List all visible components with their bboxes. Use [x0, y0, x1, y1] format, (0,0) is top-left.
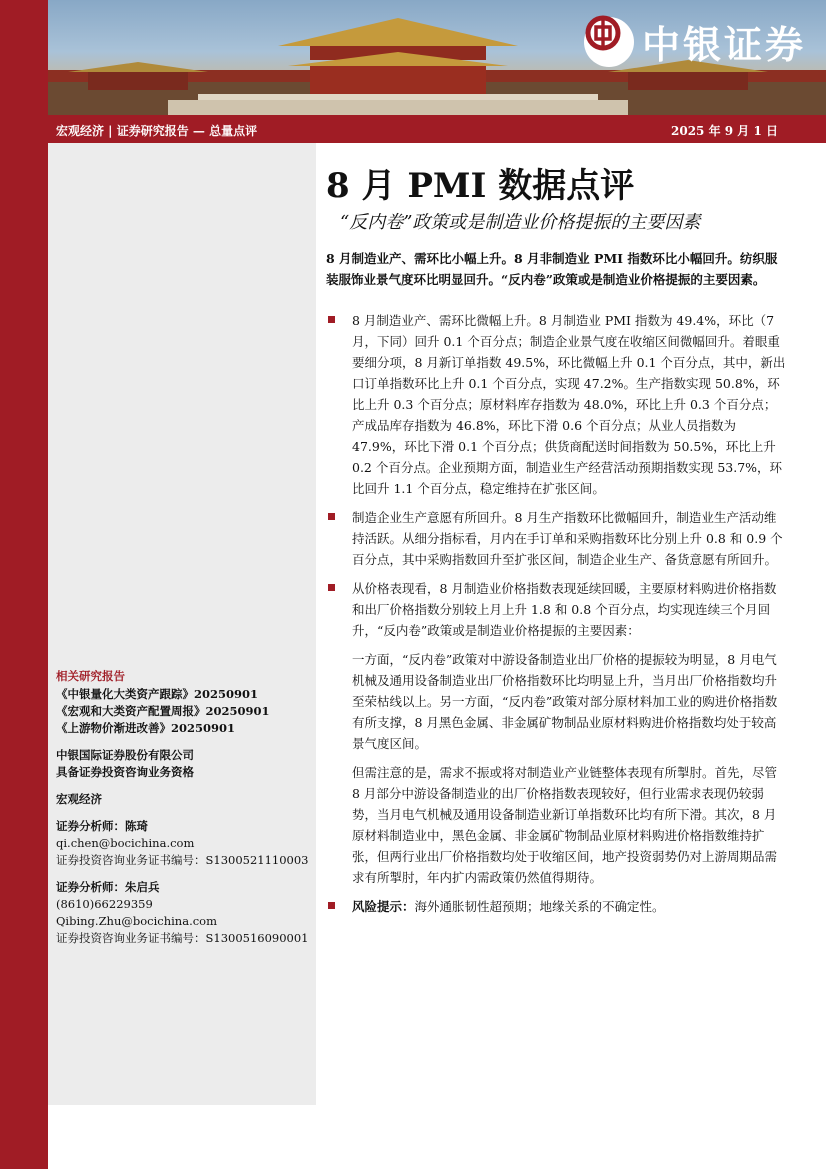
risk-text: 海外通胀韧性超预期；地缘关系的不确定性。	[414, 899, 665, 914]
risk-label: 风险提示：	[352, 899, 415, 914]
bullet-text: 制造企业生产意愿有所回升。8 月生产指数环比微幅回升，制造业生产活动维持活跃。从细分指标看，月内在手订单和采购指数环比分别上升 0.8 和 0.9 个百分点，其中采购指数回升至扩张区间，制造企业生产、备货意愿有所回升。	[352, 510, 783, 567]
report-date: 2025 年 9 月 1 日	[671, 124, 778, 138]
left-sidebar-panel	[48, 143, 316, 1105]
bullet-text: 从价格表现看，8 月制造业价格指数表现延续回暖，主要原材料购进价格指数和出厂价格指数分别较上月上升 1.8 和 0.8 个百分点，均实现连续三个月回升，“反内卷”政策或是制造业价格提振的主要因素：	[352, 581, 777, 638]
analyst-email[interactable]: qi.chen@bocichina.com	[56, 836, 195, 850]
analyst-license: 证券投资咨询业务证书编号：S1300521110003	[56, 853, 309, 867]
bullet-square-icon	[328, 902, 335, 909]
analyst-email[interactable]: Qibing.Zhu@bocichina.com	[56, 914, 217, 928]
body-paragraph: 但需注意的是，需求不振或将对制造业产业链整体表现有所掣肘。首先，尽管 8 月部分中游设备制造业的出厂价格指数表现较好，但行业需求表现仍较弱势，当月电气机械及通用设备制造业新订单指数环比均有所下滑。其次，8 月原材料制造业中，黑色金属、非金属矿物制品业原材料购进价格指数维持扩张，但两行业出厂价格指数均处于收缩区间，地产投资弱势仍对上游周期品需求有所掣肘，年内扩内需政策仍然值得期待。	[352, 765, 778, 885]
analyst-title: 证券分析师：朱启兵	[56, 880, 160, 894]
report-category-bar	[48, 115, 826, 143]
related-report[interactable]: 《宏观和大类资产配置周报》20250901	[56, 704, 270, 718]
related-reports-title: 相关研究报告	[56, 669, 125, 683]
bullet-item	[326, 310, 788, 499]
analyst-phone: (8610)66229359	[56, 897, 153, 911]
analyst-title: 证券分析师：陈琦	[56, 819, 148, 833]
report-abstract: 8 月制造业产、需环比小幅上升。8 月非制造业 PMI 指数环比小幅回升。纺织服装服饰业景气度环比明显回升。“反内卷”政策或是制造业价格提振的主要因素。	[326, 251, 778, 287]
report-title: 8 月 PMI 数据点评	[326, 166, 635, 206]
sidebar-section: 宏观经济	[56, 792, 102, 806]
risk-warning	[326, 896, 788, 917]
report-body	[326, 310, 788, 925]
bullet-item	[326, 578, 788, 641]
bullet-item	[326, 507, 788, 570]
report-subtitle: “反内卷”政策或是制造业价格提振的主要因素	[340, 212, 701, 233]
bank-of-china-logo-icon	[584, 17, 634, 67]
report-category: 宏观经济 | 证券研究报告 — 总量点评	[56, 124, 258, 138]
related-report[interactable]: 《中银量化大类资产跟踪》20250901	[56, 687, 259, 701]
related-report[interactable]: 《上游物价渐进改善》20250901	[56, 721, 236, 735]
sidebar-info	[56, 668, 311, 947]
analyst-license: 证券投资咨询业务证书编号：S1300516090001	[56, 931, 309, 945]
left-brand-bar	[0, 0, 48, 1169]
brand-name: 中银证券	[641, 23, 806, 67]
company-qualification: 具备证券投资咨询业务资格	[56, 765, 194, 779]
bullet-square-icon	[328, 316, 335, 323]
company-name: 中银国际证券股份有限公司	[56, 748, 194, 762]
header-banner	[48, 0, 826, 115]
bullet-square-icon	[328, 584, 335, 591]
bullet-text: 8 月制造业产、需环比微幅上升。8 月制造业 PMI 指数为 49.4%，环比（7 月，下同）回升 0.1 个百分点；制造企业景气度在收缩区间微幅回升。着眼重要细分项，8 月新订单指数 49.5%，环比微幅上升 0.1 个百分点，其中，新出口订单指数环比上升 0.1 个百分点，实现 47.2%。生产指数实现 50.8%，环比上升 0.3 个百分点；原材料库存指数为 48.0%，环比上升 0.3 个百分点；产成品库存指数为 46.8%，环比下滑 0.6 个百分点；从业人员指数为 47.9%，环比下滑 0.1 个百分点；供货商配送时间指数为 50.5%，环比上升 0.2 个百分点。企业预期方面，制造业生产经营活动预期指数实现 53.7%，环比回升 1.1 个百分点，稳定维持在扩张区间。	[352, 313, 786, 496]
brand-logo	[584, 14, 806, 69]
body-paragraph: 一方面，“反内卷”政策对中游设备制造业出厂价格的提振较为明显，8 月电气机械及通用设备制造业出厂价格指数环比均明显上升，当月出厂价格指数均升至荣枯线以上。另一方面，“反内卷”政策对部分原材料加工业的购进价格指数有所支撑，8 月黑色金属、非金属矿物制品业原材料购进价格指数均处于较高景气度区间。	[352, 652, 778, 751]
bullet-square-icon	[328, 513, 335, 520]
